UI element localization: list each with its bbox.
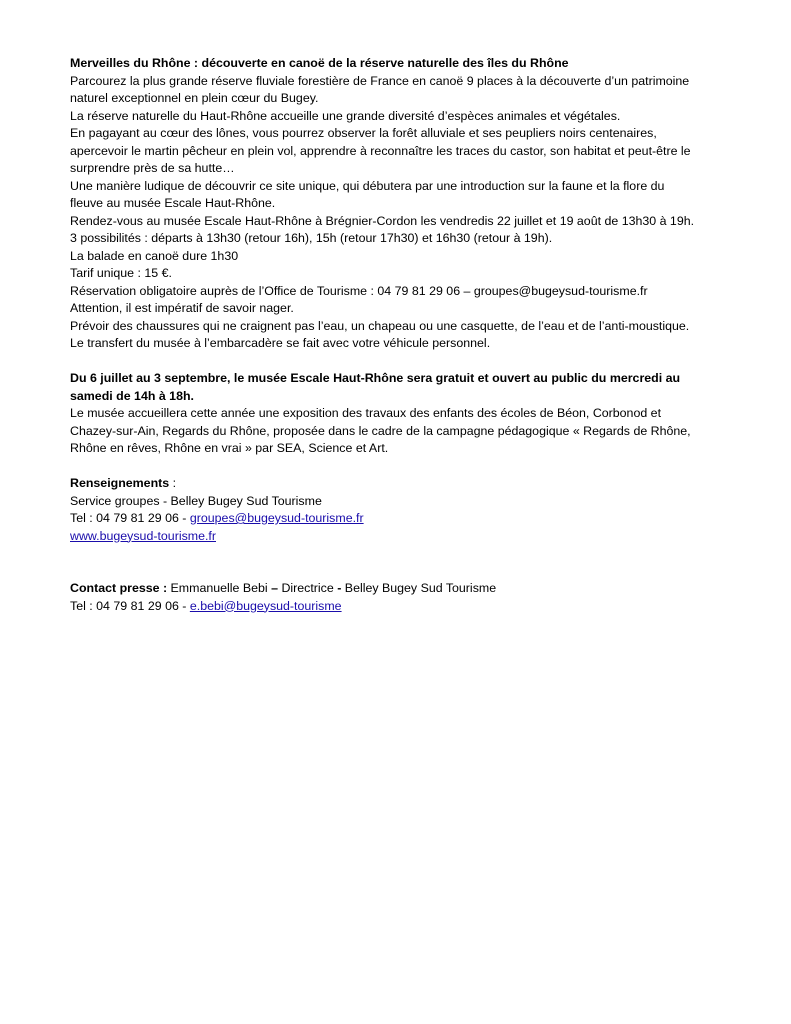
museum-section [70,370,730,458]
canoe-text-line: 3 possibilités : départs à 13h30 (retour 16h), 15h (retour 17h30) et 16h30 (retour à 19h). [70,231,553,245]
canoe-section [70,55,730,353]
paragraph-spacer [70,353,730,371]
press-tel: Tel : 04 79 81 29 06 - [70,598,190,613]
canoe-text-line: Réservation obligatoire auprès de l’Office de Tourisme : 04 79 81 29 06 – groupes@bugeysud-tourisme.fr [70,283,648,298]
press-role: Directrice [278,581,338,595]
museum-text-line: Rhône en rêves, Rhône en vrai » par SEA, Science et Art. [70,441,389,455]
museum-section-title: samedi de 14h à 18h. [70,388,194,403]
canoe-text-line: Rendez-vous au musée Escale Haut-Rhône à Brégnier-Cordon les vendredis 22 juillet et 19 août de 13h30 à 19h. [70,213,695,228]
press-org: Belley Bugey Sud Tourisme [341,581,497,595]
canoe-text-line: Prévoir des chaussures qui ne craignent pas l’eau, un chapeau ou une casquette, de l’eau et de l’anti-moustique. [70,318,690,333]
canoe-text-line: La balade en canoë dure 1h30 [70,248,239,263]
canoe-section-title: Merveilles du Rhône : découverte en canoë de la réserve naturelle des îles du Rhône [70,56,569,70]
press-dash: - [337,581,342,595]
canoe-text-line: Tarif unique : 15 €. [70,266,172,280]
paragraph-spacer [70,458,730,476]
info-website-line [70,528,730,546]
museum-text-line: Chazey-sur-Ain, Regards du Rhône, proposée dans le cadre de la campagne pédagogique « Regards de Rhône, [70,423,691,438]
press-tel-line [70,598,730,616]
press-label: Contact presse : [70,581,168,595]
canoe-text-line: Le transfert du musée à l’embarcadère se fait avec votre véhicule personnel. [70,336,491,350]
info-heading-line [70,475,730,493]
document-page [70,55,730,615]
canoe-text-line: fleuve au musée Escale Haut-Rhône. [70,196,276,210]
info-heading: Renseignements [70,476,170,490]
info-heading-suffix: : [169,476,177,490]
info-contact-line [70,510,730,528]
info-website-link[interactable]: www.bugeysud-tourisme.fr [70,528,216,543]
paragraph-spacer [70,545,730,580]
info-section [70,475,730,545]
press-dash: – [271,581,278,595]
info-service: Service groupes - Belley Bugey Sud Tourisme [70,493,322,508]
press-name: Emmanuelle Bebi [167,581,272,595]
museum-section-title: Du 6 juillet au 3 septembre, le musée Escale Haut-Rhône sera gratuit et ouvert au public du mercredi au [70,371,681,385]
press-email-link[interactable]: e.bebi@bugeysud-tourisme [189,598,342,613]
canoe-text-line: surprendre près de sa hutte… [70,161,235,175]
canoe-text-line: Une manière ludique de découvrir ce site unique, qui débutera par une introduction sur la faune et la flore du [70,178,665,193]
canoe-text-line: naturel exceptionnel en plein cœur du Bugey. [70,91,319,105]
canoe-text-line: Parcourez la plus grande réserve fluviale forestière de France en canoë 9 places à la découverte d’un patrimoine [70,73,690,88]
press-contact-line [70,580,730,598]
canoe-text-line: apercevoir le martin pêcheur en plein vol, apprendre à reconnaître les traces du castor, son habitat et peut-être le [70,143,691,158]
info-email-link[interactable]: groupes@bugeysud-tourisme.fr [189,511,364,525]
canoe-text-line: En pagayant au cœur des lônes, vous pourrez observer la forêt alluviale et ses peupliers noirs centenaires, [70,126,657,140]
canoe-text-line: La réserve naturelle du Haut-Rhône accueille une grande diversité d’espèces animales et végétales. [70,108,621,123]
canoe-text-line: Attention, il est impératif de savoir nager. [70,301,294,315]
info-tel: Tel : 04 79 81 29 06 - [70,511,190,525]
museum-text-line: Le musée accueillera cette année une exposition des travaux des enfants des écoles de Béon, Corbonod et [70,406,662,420]
press-section [70,580,730,615]
